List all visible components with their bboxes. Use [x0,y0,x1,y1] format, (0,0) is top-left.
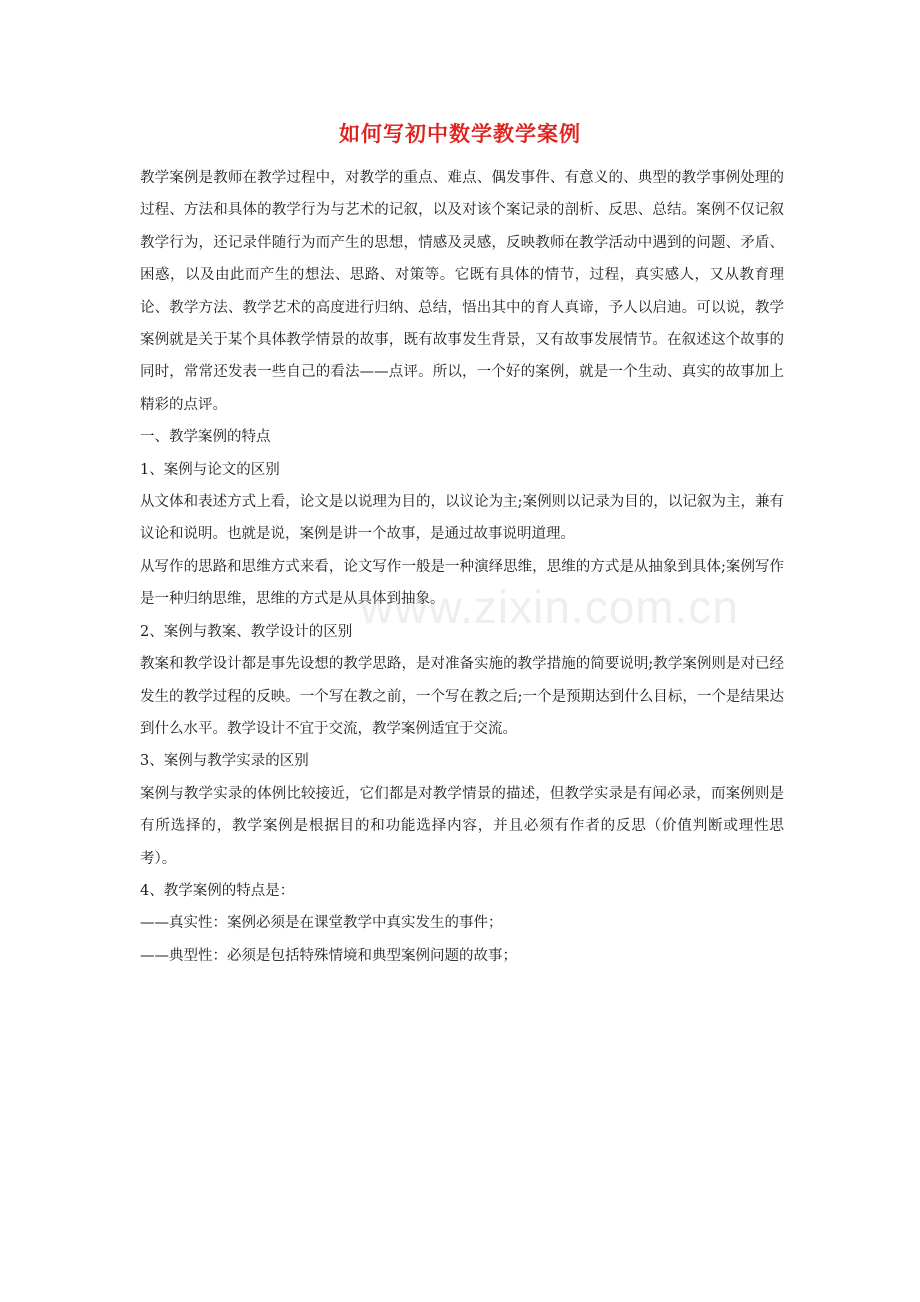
intro-paragraph: 教学案例是教师在教学过程中，对教学的重点、难点、偶发事件、有意义的、典型的教学事例处理的过程、方法和具体的教学行为与艺术的记叙，以及对该个案记录的剖析、反思、总结。案例不仅记叙教学行为，还记录伴随行为而产生的思想，情感及灵感，反映教师在教学活动中遇到的问题、矛盾、困惑，以及由此而产生的想法、思路、对策等。它既有具体的情节，过程，真实感人，又从教育理论、教学方法、教学艺术的高度进行归纳、总结，悟出其中的育人真谛，予人以启迪。可以说，教学案例就是关于某个具体教学情景的故事，既有故事发生背景，又有故事发展情节。在叙述这个故事的同时，常常还发表一些自己的看法——点评。所以，一个好的案例，就是一个生动、真实的故事加上精彩的点评。 [140,170,784,413]
paragraph-style-difference: 从文体和表述方式上看，论文是以说理为目的，以议论为主;案例则以记录为目的，以记叙为主，兼有议论和说明。也就是说，案例是讲一个故事，是通过故事说明道理。 [140,494,784,543]
paragraph-thinking-difference: 从写作的思路和思维方式来看，论文写作一般是一种演绎思维，思维的方式是从抽象到具体;案例写作是一种归纳思维，思维的方式是从具体到抽象。 [140,558,784,608]
document-title: 如何写初中数学教学案例 [339,121,581,146]
feature-authenticity: ——真实性：案例必须是在课堂教学中真实发生的事件； [140,915,503,932]
subheading-case-vs-record: 3、案例与教学实录的区别 [140,753,309,770]
feature-typicality: ——典型性：必须是包括特殊情境和典型案例问题的故事； [140,947,517,964]
watermark: www.zixin.com.cn [360,581,739,633]
subheading-case-vs-lesson-plan: 2、案例与教案、教学设计的区别 [140,623,353,640]
subheading-case-vs-paper: 1、案例与论文的区别 [140,461,280,478]
section-heading-features: 一、教学案例的特点 [140,429,271,446]
paragraph-lesson-plan-difference: 教案和教学设计都是事先设想的教学思路，是对准备实施的教学措施的简要说明;教学案例则是对已经发生的教学过程的反映。一个写在教之前，一个写在教之后;一个是预期达到什么目标，一个是结果达到什么水平。教学设计不宜于交流，教学案例适宜于交流。 [140,656,784,737]
paragraph-record-difference: 案例与教学实录的体例比较接近，它们都是对教学情景的描述，但教学实录是有闻必录，而案例则是有所选择的，教学案例是根据目的和功能选择内容，并且必须有作者的反思（价值判断或理性思考）。 [140,785,784,867]
document-body [140,162,784,972]
subheading-case-features: 4、教学案例的特点是： [140,882,295,899]
